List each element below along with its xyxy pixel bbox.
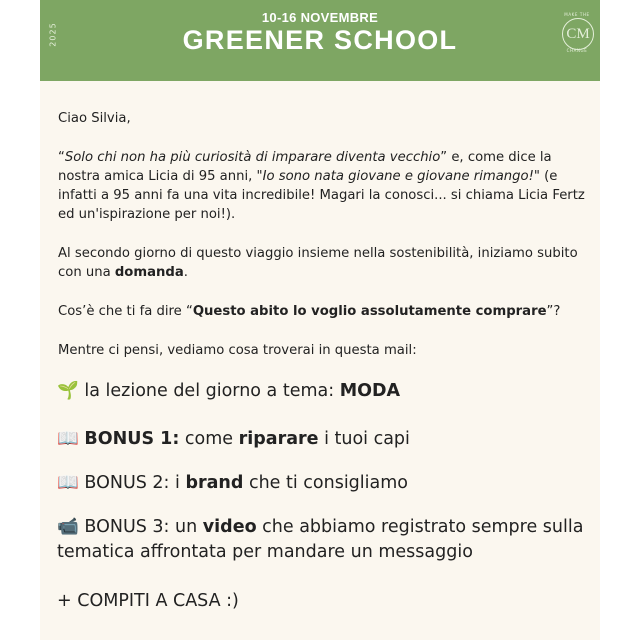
- quote-tail: " (e infatti a 95 anni fa una vita incredibile! Magari la conosci... si chiama Licia Fertz ed un'ispirazione per noi!).: [58, 169, 585, 222]
- day-two-period: .: [183, 265, 188, 280]
- logo-ring-bottom-text: CHANGE: [566, 48, 588, 53]
- item-bonus-2: [57, 471, 597, 496]
- question-lead: Cos’è che ti fa dire “: [58, 304, 193, 319]
- greeting: Ciao Silvia,: [58, 111, 131, 126]
- item-lesson-text: la lezione del giorno a tema:: [84, 381, 340, 401]
- bonus-1-text-b: i tuoi capi: [318, 429, 410, 449]
- date-range: 10-16 NOVEMBRE: [261, 10, 379, 25]
- video-camera-icon: 📹: [57, 517, 79, 537]
- bonus-2-text-b: che ti consigliamo: [243, 473, 408, 493]
- bonus-2-text-a: BONUS 2: i: [84, 473, 186, 493]
- question-end: ”?: [546, 304, 561, 319]
- book-icon: 📖: [57, 473, 79, 493]
- item-lesson-topic: MODA: [339, 381, 401, 401]
- domanda-word: domanda: [114, 265, 184, 280]
- book-icon: 📖: [57, 429, 79, 449]
- year-label: 2025: [48, 22, 58, 47]
- quote-2: Io sono nata giovane e giovane rimango!: [262, 169, 534, 184]
- bonus-1-keyword: riparare: [238, 429, 319, 449]
- question-paragraph: [58, 302, 588, 321]
- bonus-1-label: BONUS 1:: [84, 429, 180, 449]
- bonus-3-keyword: video: [202, 517, 257, 537]
- bonus-3-text-b: che abbiamo registrato sempre sulla tematica affrontata per mandare un messaggio: [57, 517, 584, 562]
- item-bonus-1: [57, 427, 597, 452]
- seedling-icon: 🌱: [57, 381, 79, 401]
- bonus-2-keyword: brand: [185, 473, 244, 493]
- quote-connector: ” e, come dice la nostra amica Licia di 95 anni, ": [58, 150, 552, 184]
- day-two-text: Al secondo giorno di questo viaggio insieme nella sostenibilità, iniziamo subito con una: [58, 246, 578, 280]
- day-two-paragraph: [58, 244, 588, 282]
- bonus-1-text-a: come: [179, 429, 239, 449]
- item-homework: + COMPITI A CASA :): [57, 591, 239, 611]
- question-quote: Questo abito lo voglio assolutamente comprare: [192, 304, 547, 319]
- contents-intro: Mentre ci pensi, vediamo cosa troverai in questa mail:: [58, 343, 417, 358]
- banner-title: GREENER SCHOOL: [182, 25, 458, 55]
- brand-logo-icon: CM: [562, 18, 594, 50]
- item-bonus-3: [57, 515, 597, 565]
- item-lesson: [57, 379, 597, 404]
- email-card: [40, 0, 600, 640]
- quote-1: Solo chi non ha più curiosità di imparare diventa vecchio: [64, 150, 441, 165]
- bonus-3-text-a: BONUS 3: un: [84, 517, 203, 537]
- quote-paragraph: “Solo chi non ha più curiosità di imparare diventa vecchio” e, come dice la nostra amica Licia di 95 anni, "Io sono nata giovane e giovane rimango!" (e infatti a 95 anni fa una vita incredibile! Magari la conosci... si chiama Licia Fertz ed un'ispirazione per noi!).: [58, 150, 585, 222]
- email-header-banner: [40, 0, 600, 81]
- logo-ring-top-text: MAKE THE: [564, 12, 590, 17]
